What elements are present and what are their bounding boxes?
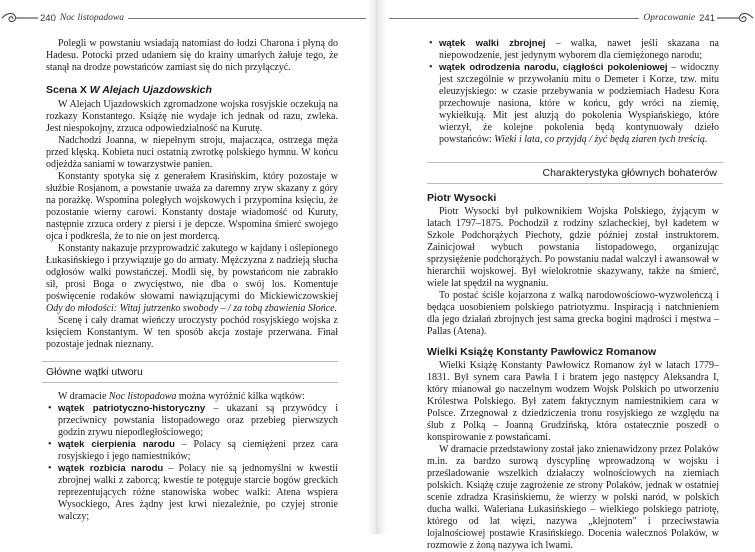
section-characters-heading: Charakterystyka głównych bohaterów — [427, 162, 723, 184]
threads-intro — [46, 391, 338, 403]
left-threads-list — [46, 403, 338, 523]
hero-konstanty-paragraph-1: Wielki Książę Konstanty Pawłowicz Romanow żył w latach 1779–1831. Był synem cara Pawła I i bratem jego następcy Aleksandra I, który mianował go naczelnym wodzem Wojsk Polskich po utworzeniu Królestwa Polskiego. Był zatem faktycznym namiestnikiem cara w Polsce. Zrzegnował z dziedziczenia tronu rosyjskiego ze względu na ślub z Polką – Joanną Grudzińską, która ostatecznie poszedł o konspirowanie z powstańcami. — [427, 360, 719, 443]
left-page-number: 240 — [40, 12, 56, 24]
right-running-title: Opracowanie — [643, 13, 696, 23]
right-header-rule — [389, 18, 639, 19]
left-text-column — [46, 38, 338, 523]
right-threads-list — [427, 38, 719, 146]
thread-quote: Wieki i lata, co przyjdą / żyć będą ziaren tych treścią. — [494, 134, 708, 145]
thread-text: – widoczny jest szczególnie w przywołaniu mitu o Demeter i Korze, tzw. mitu eleuzyjskiego: w czasie przebywania w podziemiach Hadesu Kora przechowuje nasiona, które w końcu, gdy wróci na ziemię, wykiełkują. Mit jest aluzją do pokolenia Wyspiańskiego, które wierzył, że kolejne pokolenia będą kontynuowały dzieło powstańców: — [439, 62, 719, 145]
hero-wysocki-paragraph-1: Piotr Wysocki był pułkownikiem Wojska Polskiego, żyjącym w latach 1797–1875. Pochodził z rodziny szlacheckiej, był kadetem w Szkole Podchorążych Piechoty, gdzie później został instruktorem. Zainicjował wybuch powstania listopadowego, organizując sprzysiężenie podchorążych. Po powstaniu nadal walczył i awansował w hierarchii wojskowej. Był wielokrotnie skazywany, także na śmierć, wiele lat spędził na wygnaniu. — [427, 206, 719, 289]
intro-paragraph: Polegli w powstaniu wsiadają natomiast do łodzi Charona i płyną do Hadesu. Potocki przed udaniem się do krainy umarłych żałuje tego, że stanął na drodze powstańców zamiast się do nich przyłączyć. — [46, 38, 338, 73]
list-item — [427, 38, 719, 62]
thread-label: wątek walki zbrojnej — [439, 38, 546, 49]
threads-intro-a: W dramacie — [58, 391, 109, 402]
scene-title: W Alejach Ujazdowskich — [89, 84, 212, 96]
left-running-title: Noc listopadowa — [59, 13, 124, 23]
scene-paragraph-2: Nadchodzi Joanna, w niepełnym stroju, majacząca, ostrzega męża przed klęską. Kobieta nuci ostatnią zwrotkę polskiego hymnu. W końcu odjeżdża saniami w towarzystwie panien. — [46, 135, 338, 170]
thread-text: – Polacy nie są jednomyślni w kwestii zbrojnej walki z zaborcą; kwestie te potęguje starcie bogów greckich reprezentujących różne stanowiska wobec walki: Atena wspiera Wysockiego, Ares żądny jest krwi niezależnie, po czyjej stronie walczy; — [58, 463, 338, 522]
hero-wysocki-heading: Piotr Wysocki — [427, 192, 497, 204]
thread-text: – ukazani są przywódcy i przeciwnicy powstania listopadowego oraz przebieg pierwszych godzin zrywu niepodległościowego; — [58, 403, 338, 438]
hero-konstanty-paragraph-2: W dramacie przedstawiony został jako znienawidzony przez Polaków m.in. za bardzo surową dyscyplinę wprowadzoną w wojsku i prześladowanie wszelkich działaczy wolnościowych na ziemiach polskich. Książę czuje zagrożenie ze strony Polaków, jednak w ostatniej scenie zdradza Krasińskiemu, że wierzy w polski naród, w polskich ducha walki. Waleriana Łukasińskiego – wielkiego polskiego patriotę, którego od lat więzi, nazywa „klejnotem" i przeciwstawia lojalnościowej postawie Krasińskiego. Docenia walecznoś Polaków, w rozmowie z żoną nazywa ich lwami. — [427, 444, 719, 551]
scene-paragraph-3: Konstanty spotyka się z generałem Krasińskim, który pozostaje w służbie Rosjanom, a powstanie uważa za daremny zryw skazany z góry na porażkę. Wspomina poległych wojskowych i przypomina księciu, że pozostanie wierny carowi. Konstanty dostaje wiadomość od Kuruty, następnie zrzuca ordery z piersi i je depcze. Wspomina śmierć swojego ojca i podkreśla, że to nie on jest mordercą. — [46, 171, 338, 242]
thread-label: wątek cierpienia narodu — [58, 439, 175, 450]
list-item — [427, 62, 719, 146]
section-threads-heading: Główne wątki utworu — [42, 361, 338, 383]
thread-label: wątek patriotyczno-historyczny — [58, 403, 206, 414]
thread-label: wątek odrodzenia narodu, ciągłości pokoleniowej — [439, 62, 668, 73]
thread-label: wątek rozbicia narodu — [58, 463, 164, 474]
right-text-column — [427, 38, 719, 552]
hero-wysocki-paragraph-2: To postać ściśle kojarzona z walką narodowościowo-wyzwoleńczą i będąca uosobieniem polskiego patriotyzmu. Inspiracją i natchnieniem dla jego działań zbrojnych jest sama grecka bogini mądrości i męstwa – Pallas (Atena). — [427, 290, 719, 337]
scene-paragraph-4-text: Konstanty nakazuje przyprowadzić zakutego w kajdany i oślepionego Łukasińskiego i przywiązuje go do armaty. Mężczyzna z nadzieją słucha odgłosów walki powstańczej. Modli się, by powstańcom nie zabrakło sił, prosi Boga o zwycięstwo, nie dba o swój los. Komentuje poświęcenie rodaków słowami nawiązującymi do Mickiewiczowskiej — [46, 243, 338, 302]
scene-paragraph-5: Scenę i cały dramat wieńczy uroczysty pochód rosyjskiego wojska z księciem Konstantym. W ten sposób akcja zostaje przerwana. Finał pozostaje jednak nieznany. — [46, 315, 338, 350]
scene-label: Scena X — [46, 84, 87, 96]
left-header-rule — [128, 18, 366, 19]
thread-text: – Polacy są ciemiężeni przez cara rosyjskiego i jego namiestników; — [58, 439, 338, 462]
right-running-head — [385, 8, 755, 28]
left-ornament-icon — [0, 10, 40, 26]
threads-intro-title: Noc listopadowa — [108, 391, 177, 402]
scene-paragraph-4 — [46, 243, 338, 315]
list-item — [46, 463, 338, 523]
right-page — [385, 0, 755, 551]
hero-konstanty-heading: Wielki Książę Konstanty Pawłowicz Romanow — [427, 346, 657, 358]
left-page — [0, 0, 370, 534]
list-item — [46, 403, 338, 439]
book-gutter — [367, 0, 387, 534]
right-page-number: 241 — [699, 12, 715, 24]
thread-text: – walka, nawet jeśli skazana na niepowodzenie, jest jedynym wyborem dla ciemiężonego narodu; — [439, 38, 719, 61]
list-item — [46, 439, 338, 463]
scene-paragraph-1: W Alejach Ujazdowskich zgromadzone wojska rosyjskie oczekują na rozkazy Konstantego. Książę nie wydaje ich jednak od razu, zwleka. Jest niespokojny, zrzuca odpowiedzialność na Kurutę. — [46, 99, 338, 134]
scene-heading — [46, 84, 338, 97]
threads-intro-b: można wyróżnić kilka wątków: — [176, 391, 305, 402]
left-running-head — [0, 8, 370, 28]
scene-paragraph-4-quote: Ody do młodości: Witaj jutrzenko swobody – / za tobą zbawienia Słońce. — [46, 303, 338, 314]
right-ornament-icon — [715, 10, 755, 26]
